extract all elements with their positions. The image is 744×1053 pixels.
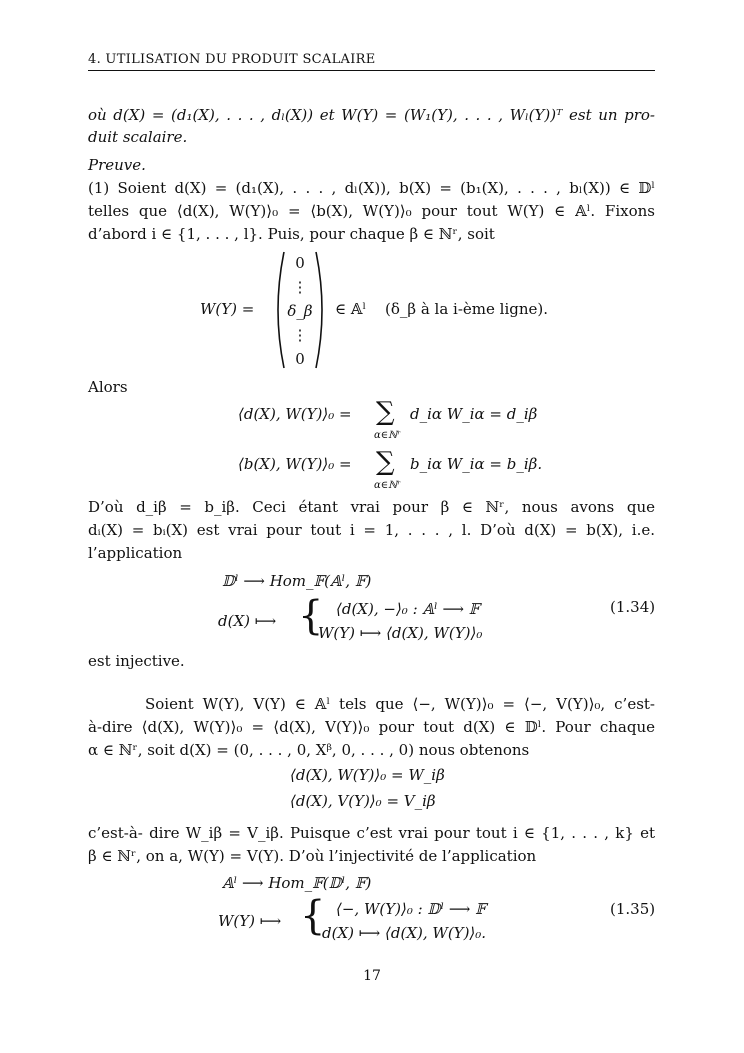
matrix-lhs: W(Y) = (200, 300, 255, 318)
text-line-12: à-dire ⟨d(X), W(Y)⟩₀ = ⟨d(X), V(Y)⟩₀ pour tout d(X) ∈ 𝔻ˡ. Pour chaque (88, 718, 655, 736)
sum2-lhs: ⟨b(X), W(Y)⟩₀ = (238, 455, 352, 473)
text-line-14: c’est-à- dire W_iβ = V_iβ. Puisque c’est vrai pour tout i ∈ {1, . . . , k} et (88, 824, 655, 842)
map1-case1: ⟨d(X), −⟩₀ : 𝔸ˡ ⟶ 𝔽 (336, 600, 480, 618)
sum1-rhs: d_iα W_iα = d_iβ (410, 405, 538, 423)
matrix-entry-3: δ_β (287, 302, 313, 320)
map1-brace: { (298, 593, 324, 639)
eq2-line1: ⟨d(X), W(Y)⟩₀ = W_iβ (290, 766, 445, 784)
text-alors: Alors (88, 378, 128, 396)
text-line-13: α ∈ ℕʳ, soit d(X) = (0, . . . , 0, Xᵝ, 0, . . . , 0) nous obtenons (88, 741, 530, 759)
matrix-entry-2: ⋮ (292, 278, 308, 296)
text-line-11: Soient W(Y), V(Y) ∈ 𝔸ˡ tels que ⟨−, W(Y)⟩₀ = ⟨−, V(Y)⟩₀, c’est- (145, 695, 655, 713)
text-line-6: d’abord i ∈ {1, . . . , l}. Puis, pour chaque β ∈ ℕʳ, soit (88, 225, 495, 243)
text-line-8: dᵢ(X) = bᵢ(X) est vrai pour tout i = 1, . . . , l. D’où d(X) = b(X), i.e. (88, 521, 655, 539)
sum1-sigma: ∑ (376, 397, 395, 427)
equation-label-1-34: (1.34) (610, 598, 656, 616)
map2-case1: ⟨−, W(Y)⟩₀ : 𝔻ˡ ⟶ 𝔽 (336, 900, 486, 918)
matrix-entry-1: 0 (295, 254, 305, 272)
map1-case2: W(Y) ⟼ ⟨d(X), W(Y)⟩₀ (318, 624, 483, 642)
map2-top: 𝔸ˡ ⟶ Hom_𝔽(𝔻ˡ, 𝔽) (222, 874, 372, 892)
sum1-lhs: ⟨d(X), W(Y)⟩₀ = (238, 405, 352, 423)
sum1-subscript: α∈ℕʳ (374, 430, 401, 441)
text-line-7: D’où d_iβ = b_iβ. Ceci étant vrai pour β ∈ ℕʳ, nous avons que (88, 498, 655, 516)
text-line-1: où d(X) = (d₁(X), . . . , dₗ(X)) et W(Y) = (W₁(Y), . . . , Wₗ(Y))ᵀ est un pro- (88, 106, 655, 124)
page-number: 17 (363, 968, 381, 984)
text-line-2: duit scalaire. (88, 128, 188, 146)
matrix-rhs: ∈ 𝔸ˡ (335, 300, 367, 318)
equation-label-1-35: (1.35) (610, 900, 656, 918)
sum2-rhs: b_iα W_iα = b_iβ. (410, 455, 543, 473)
map2-case2: d(X) ⟼ ⟨d(X), W(Y)⟩₀. (322, 924, 487, 942)
sum2-sigma: ∑ (376, 447, 395, 477)
matrix-entry-4: ⋮ (292, 326, 308, 344)
eq2-line2: ⟨d(X), V(Y)⟩₀ = V_iβ (290, 792, 436, 810)
map2-left: W(Y) ⟼ (218, 912, 282, 930)
running-header: 4. UTILISATION DU PRODUIT SCALAIRE (88, 52, 376, 67)
map1-top: 𝔻ˡ ⟶ Hom_𝔽(𝔸ˡ, 𝔽) (222, 572, 372, 590)
matrix-note: (δ_β à la i-ème ligne). (385, 300, 549, 318)
text-line-15: β ∈ ℕʳ, on a, W(Y) = V(Y). D’où l’injectivité de l’application (88, 847, 537, 865)
text-line-9: l’application (88, 544, 183, 562)
matrix-entry-5: 0 (295, 350, 305, 368)
header-rule (88, 70, 655, 71)
text-line-5: telles que ⟨d(X), W(Y)⟩₀ = ⟨b(X), W(Y)⟩₀ pour tout W(Y) ∈ 𝔸ˡ. Fixons (88, 202, 655, 220)
text-line-10: est injective. (88, 652, 185, 670)
proof-heading: Preuve. (88, 156, 146, 174)
text-line-4: (1) Soient d(X) = (d₁(X), . . . , dₗ(X)), b(X) = (b₁(X), . . . , bₗ(X)) ∈ 𝔻ˡ (88, 179, 655, 197)
map1-left: d(X) ⟼ (218, 612, 277, 630)
sum2-subscript: α∈ℕʳ (374, 480, 401, 491)
map2-brace: { (300, 893, 326, 939)
